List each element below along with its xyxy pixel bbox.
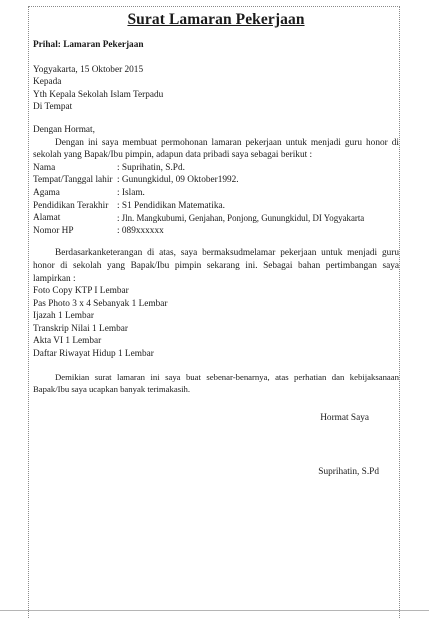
list-item: Daftar Riwayat Hidup 1 Lembar xyxy=(33,349,154,360)
data-label: Nomor HP xyxy=(33,225,74,236)
closing-paragraph: Demikian surat lamaran ini saya buat sebenar-benarnya, atas perhatian dan kebijaksanaan Bapak/Ibu saya ucapkan banyak terimakasih. xyxy=(33,371,399,395)
body-paragraph: Berdasarkanketerangan di atas, saya bermaksudmelamar pekerjaan untuk menjadi guru honor di sekolah yang Bapak/Ibu pimpin sekarang ini. Sebagai bahan pertimbangan saya lampirkan : xyxy=(33,248,399,284)
data-value: : Islam. xyxy=(117,187,145,198)
data-label: Pendidikan Terakhir xyxy=(33,200,109,211)
list-item: Ijazah 1 Lembar xyxy=(33,311,94,322)
data-value: : Suprihatin, S.Pd. xyxy=(117,162,185,173)
recipient-line-2: Yth Kepala Sekolah Islam Terpadu xyxy=(33,89,164,100)
data-value: : 089xxxxxx xyxy=(117,225,164,236)
letter-title: Surat Lamaran Pekerjaan xyxy=(127,11,305,28)
data-label: Alamat xyxy=(33,213,61,224)
closing-salutation: Hormat Saya xyxy=(320,412,369,423)
personal-data-row xyxy=(33,162,399,175)
greeting: Dengan Hormat, xyxy=(33,124,95,135)
data-value: : S1 Pendidikan Matematika. xyxy=(117,200,225,211)
data-label: Agama xyxy=(33,187,60,198)
signature-name: Suprihatin, S.Pd xyxy=(318,467,379,478)
personal-data-row xyxy=(33,174,399,187)
personal-data-row xyxy=(33,187,399,200)
personal-data-row xyxy=(33,225,399,238)
list-item: Transkrip Nilai 1 Lembar xyxy=(33,323,128,334)
data-label: Nama xyxy=(33,162,56,173)
personal-data-table xyxy=(33,162,399,238)
page-bottom-rule xyxy=(0,610,429,611)
data-value: : Gunungkidul, 09 Oktober1992. xyxy=(117,175,239,186)
data-label: Tempat/Tanggal lahir xyxy=(33,175,113,186)
data-value: : Jln. Mangkubumi, Genjahan, Ponjong, Gunungkidul, DI Yogyakarta xyxy=(117,213,365,224)
letter-subject: Prihal: Lamaran Pekerjaan xyxy=(33,40,144,50)
personal-data-row xyxy=(33,200,399,213)
intro-paragraph: Dengan ini saya membuat permohonan lamaran pekerjaan untuk menjadi guru honor di sekolah yang Bapak/Ibu pimpin, adapun data pribadi saya sebagai berikut : xyxy=(33,137,399,161)
list-item: Pas Photo 3 x 4 Sebanyak 1 Lembar xyxy=(33,298,168,309)
list-item: Foto Copy KTP I Lembar xyxy=(33,286,129,297)
personal-data-row xyxy=(33,212,399,225)
letter-date: Yogyakarta, 15 Oktober 2015 xyxy=(33,64,144,75)
recipient-line-3: Di Tempat xyxy=(33,102,73,113)
attachment-list xyxy=(33,285,399,361)
recipient-line-1: Kepada xyxy=(33,77,62,88)
letter-page xyxy=(28,6,400,618)
list-item: Akta VI 1 Lembar xyxy=(33,336,102,347)
